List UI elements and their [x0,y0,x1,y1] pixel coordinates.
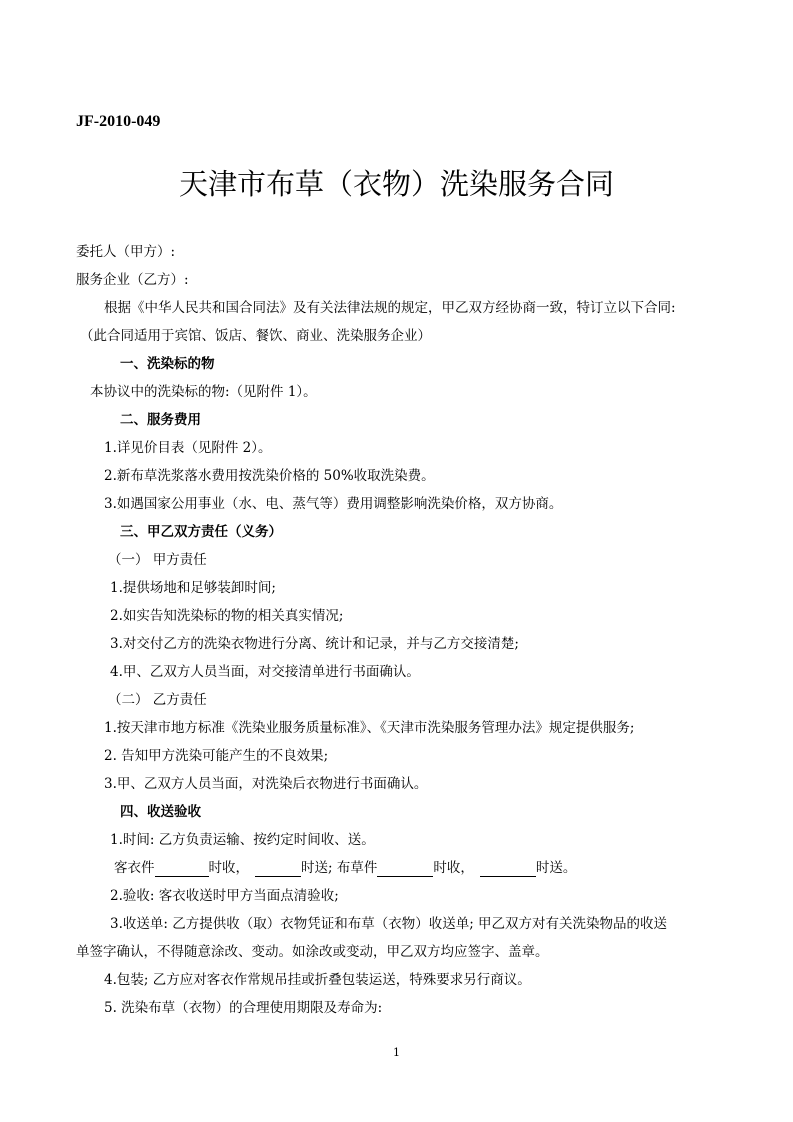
section-3-party-b-item-3: 3.甲、乙双方人员当面，对洗染后衣物进行书面确认。 [104,776,428,792]
party-b-line: 服务企业（乙方）: [76,272,189,288]
page-number: 1 [393,1046,400,1059]
linen-receive-time-blank[interactable] [377,861,433,877]
section-4-heading: 四、收送验收 [120,804,201,820]
section-3-party-a-item-1: 1.提供场地和足够装卸时间; [110,580,276,596]
section-4-item-1: 1.时间: 乙方负责运输、按约定时间收、送。 [110,832,375,848]
section-2-item-3: 3.如遇国家公用事业（水、电、蒸气等）费用调整影响洗染价格，双方协商。 [104,496,563,512]
send-time-label-2: 时送。 [535,860,577,876]
section-1-text: 本协议中的洗染标的物:（见附件 1）。 [90,384,317,400]
section-3-party-b-subheading: （二） 乙方责任 [108,692,207,708]
section-2-item-1: 1.详见价目表（见附件 2）。 [104,440,272,456]
section-3-party-b-item-2: 2. 告知甲方洗染可能产生的不良效果; [104,748,329,764]
section-3-party-a-subheading: （一） 甲方责任 [108,552,207,568]
guest-clothes-label: 客衣件 [114,860,155,876]
section-4-item-3-line-2: 单签字确认，不得随意涂改、变动。如涂改或变动，甲乙双方均应签字、盖章。 [76,944,549,960]
intro-paragraph: 根据《中华人民共和国合同法》及有关法律法规的规定，甲乙双方经协商一致，特订立以下合同: [104,300,676,316]
section-2-item-2: 2.新布草洗浆落水费用按洗染价格的 50%收取洗染费。 [104,468,435,484]
section-3-party-a-item-4: 4.甲、乙双方人员当面，对交接清单进行书面确认。 [110,664,420,680]
section-3-party-a-item-3: 3.对交付乙方的洗染衣物进行分离、统计和记录，并与乙方交接清楚; [110,636,519,652]
section-4-item-5: 5. 洗染布草（衣物）的合理使用期限及寿命为: [104,1000,383,1016]
guest-send-time-blank[interactable] [255,861,301,877]
section-4-schedule-line [114,859,576,877]
document-code: JF-2010-049 [76,113,161,130]
party-a-line: 委托人（甲方）: [76,244,176,260]
section-3-party-b-item-1: 1.按天津市地方标准《洗染业服务质量标准》、《天津市洗染服务管理办法》规定提供服务; [104,720,635,736]
send-time-label-1: 时送; 布草件 [301,860,378,876]
section-4-item-3-line-1: 3.收送单: 乙方提供收（取）衣物凭证和布草（衣物）收送单; 甲乙双方对有关洗染物品的收送 [110,916,668,932]
receive-time-label-2: 时收， [433,860,474,876]
section-1-heading: 一、洗染标的物 [120,356,215,372]
section-4-item-2: 2.验收: 客衣收送时甲方当面点清验收; [110,888,339,904]
contract-title: 天津市布草（衣物）洗染服务合同 [178,167,614,201]
section-2-heading: 二、服务费用 [120,412,201,428]
guest-receive-time-blank[interactable] [155,861,209,877]
section-3-party-a-item-2: 2.如实告知洗染标的物的相关真实情况; [110,608,344,624]
section-4-item-4: 4.包装; 乙方应对客衣作常规吊挂或折叠包装运送，特殊要求另行商议。 [104,972,531,988]
receive-time-label-1: 时收， [208,860,249,876]
linen-send-time-blank[interactable] [480,861,536,877]
intro-scope: （此合同适用于宾馆、饭店、餐饮、商业、洗染服务企业） [80,328,431,344]
section-3-heading: 三、甲乙双方责任（义务） [120,524,282,540]
